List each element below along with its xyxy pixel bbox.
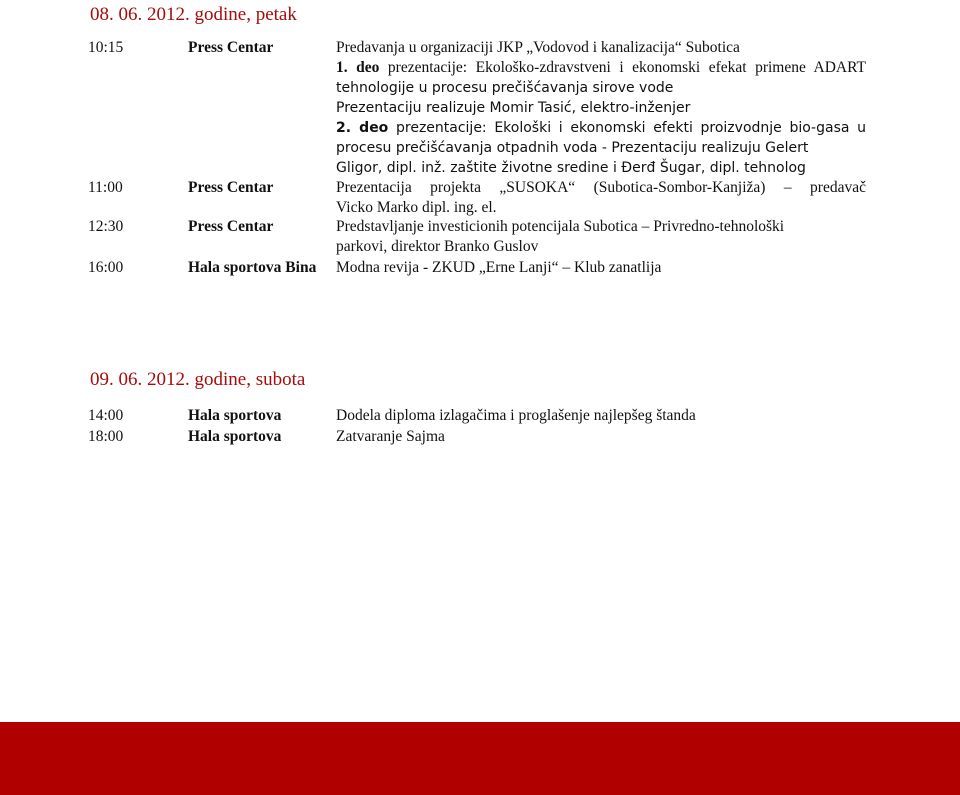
event-place: Press Centar bbox=[188, 218, 274, 235]
schedule-row bbox=[88, 258, 868, 278]
event-time: 11:00 bbox=[88, 179, 123, 196]
description-line: 1. deo prezentacije: Ekološko-zdravstveni i ekonomski efekat primene ADART bbox=[336, 59, 866, 76]
description-line: Prezentaciju realizuje Momir Tasić, elektro-inženjer bbox=[336, 100, 691, 116]
day1-title: 08. 06. 2012. godine, petak bbox=[90, 4, 297, 25]
event-place: Hala sportova bbox=[188, 407, 282, 424]
description-line: Dodela diploma izlagačima i proglašenje najlepšeg štanda bbox=[336, 407, 696, 424]
schedule-row bbox=[88, 217, 868, 257]
description-line: Zatvaranje Sajma bbox=[336, 428, 445, 445]
description-line: Prezentacija projekta „SUSOKA“ (Subotica-Sombor-Kanjiža) – predavač bbox=[336, 179, 866, 196]
description-line: 2. deo prezentacije: Ekološki i ekonomski efekti proizvodnje bio-gasa u bbox=[336, 120, 867, 136]
event-time: 14:00 bbox=[88, 407, 124, 424]
description-line: tehnologije u procesu prečišćavanja sirove vode bbox=[336, 80, 674, 96]
schedule-row bbox=[88, 406, 868, 426]
event-place: Hala sportova bbox=[188, 428, 282, 445]
event-description bbox=[336, 427, 866, 447]
description-line: procesu prečišćavanja otpadnih voda - Prezentaciju realizuju Gelert bbox=[336, 140, 809, 156]
schedule-row bbox=[88, 427, 868, 447]
description-line: Gligor, dipl. inž. zaštite životne sredine i Đerđ Šugar, dipl. tehnolog bbox=[336, 160, 806, 176]
day2-title: 09. 06. 2012. godine, subota bbox=[90, 369, 306, 390]
description-line: Predstavljanje investicionih potencijala Subotica – Privredno-tehnološki bbox=[336, 218, 785, 235]
event-time: 10:15 bbox=[88, 39, 124, 56]
event-description bbox=[336, 406, 866, 426]
event-place: Press Centar bbox=[188, 179, 274, 196]
event-time: 18:00 bbox=[88, 428, 124, 445]
event-place: Hala sportova Bina bbox=[188, 259, 317, 276]
description-line: Vicko Marko dipl. ing. el. bbox=[336, 199, 497, 216]
event-place: Press Centar bbox=[188, 39, 274, 56]
description-line: Predavanja u organizaciji JKP „Vodovod i kanalizacija“ Subotica bbox=[336, 39, 740, 56]
description-line: Modna revija - ZKUD „Erne Lanji“ – Klub zanatlija bbox=[336, 259, 662, 276]
schedule-row bbox=[88, 38, 868, 178]
event-description bbox=[336, 217, 866, 257]
event-description bbox=[336, 38, 866, 178]
event-description bbox=[336, 178, 866, 218]
event-time: 16:00 bbox=[88, 259, 124, 276]
event-time: 12:30 bbox=[88, 218, 124, 235]
event-description bbox=[336, 258, 866, 278]
schedule-row bbox=[88, 178, 868, 218]
footer-bar bbox=[0, 722, 960, 795]
description-line: parkovi, direktor Branko Guslov bbox=[336, 238, 539, 255]
